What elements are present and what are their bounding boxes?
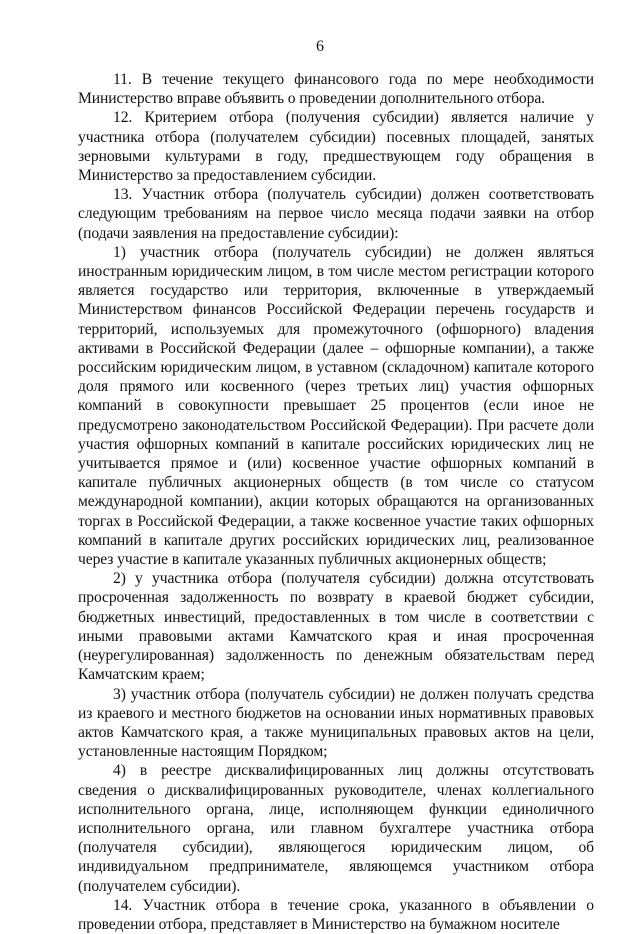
paragraph-12: 12. Критерием отбора (получения субсидии) является наличие у участника отбора (получателем субсидии) посевных площадей, занятых зерновыми культурами в году, предшествующем году обращения в Министерство за предоставлением субсидии. [78, 109, 594, 185]
paragraph-13-item-1: 1) участник отбора (получатель субсидии) не должен являться иностранным юридическим лицом, в том числе местом регистрации которого является государство или территория, включенные в утверждаемый Министерством финансов Российской Федерации перечень государств и территорий, используемых для промежуточного (офшорного) владения активами в Российской Федерации (далее – офшорные компании), а также российским юридическим лицом, в уставном (складочном) капитале которого доля прямого или косвенного (через третьих лиц) участия офшорных компаний в совокупности превышает 25 процентов (если иное не предусмотрено законодательством Российской Федерации). При расчете доли участия офшорных компаний в капитале российских юридических лиц не учитывается прямое и (или) косвенное участие офшорных компаний в капитале публичных акционерных обществ (в том числе со статусом международной компании), акции которых обращаются на организованных торгах в Российской Федерации, а также косвенное участие таких офшорных компаний в капитале других российских юридических лиц, реализованное через участие в капитале указанных публичных акционерных обществ; [78, 243, 594, 569]
page-number: 6 [316, 38, 324, 55]
paragraph-11: 11. В течение текущего финансового года по мере необходимости Министерство вправе объявить о проведении дополнительного отбора. [78, 71, 594, 108]
document-body [78, 70, 594, 934]
paragraph-13: 13. Участник отбора (получатель субсидии) должен соответствовать следующим требованиям на первое число месяца подачи заявки на отбор (подачи заявления на предоставление субсидии): [78, 186, 594, 242]
paragraph-14: 14. Участник отбора в течение срока, указанного в объявлении о проведении отбора, представляет в Министерство на бумажном носителе [78, 896, 594, 933]
paragraph-13-item-2: 2) у участника отбора (получателя субсидии) должна отсутствовать просроченная задолженность по возврату в краевой бюджет субсидии, бюджетных инвестиций, предоставленных в том числе в соответствии с иными правовыми актами Камчатского края и иная просроченная (неурегулированная) задолженность по денежным обязательствам перед Камчатским краем; [78, 570, 594, 684]
paragraph-13-item-4: 4) в реестре дисквалифицированных лиц должны отсутствовать сведения о дисквалифицированных руководителе, членах коллегиального исполнительного органа, лице, исполняющем функции единоличного исполнительного органа, или главном бухгалтере участника отбора (получателя субсидии), являющегося юридическим лицом, об индивидуальном предпринимателе, являющемся участником отбора (получателем субсидии). [78, 762, 594, 895]
paragraph-13-item-3: 3) участник отбора (получатель субсидии) не должен получать средства из краевого и местного бюджетов на основании иных нормативных правовых актов Камчатского края, а также муниципальных правовых актов на цели, установленные настоящим Порядком; [78, 685, 594, 761]
